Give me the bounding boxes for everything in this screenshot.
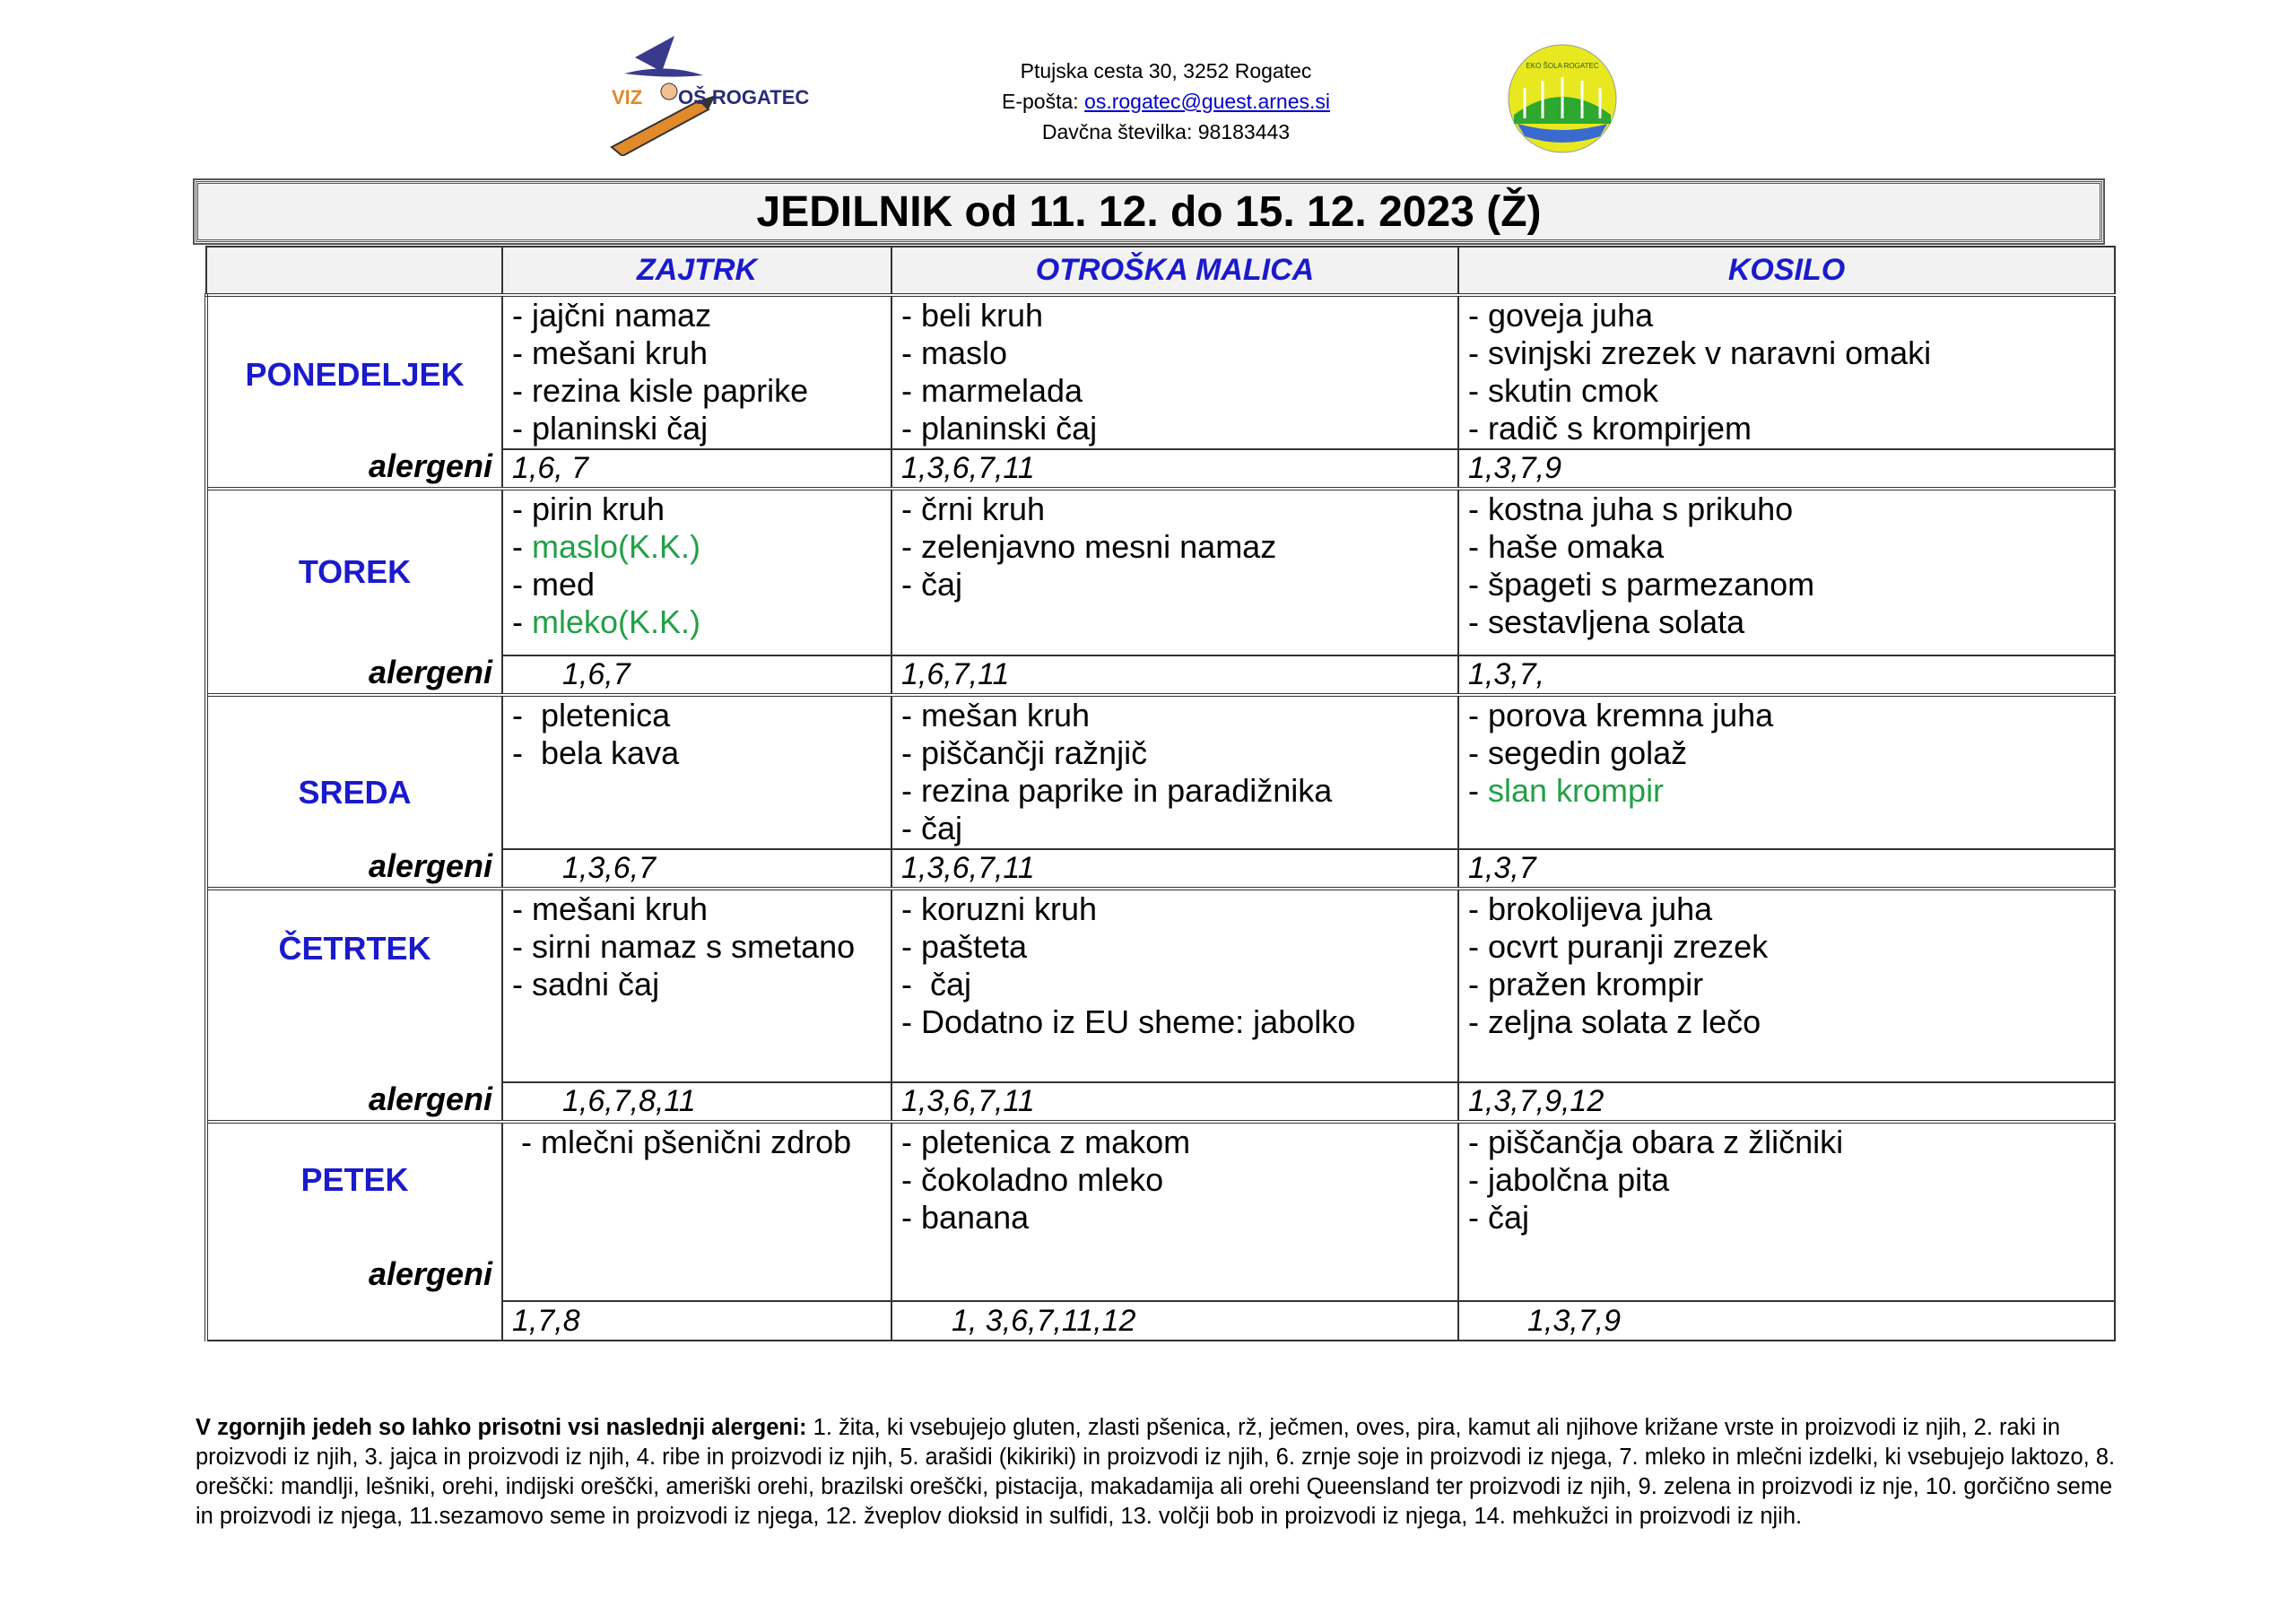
allergen-kosilo: 1,3,7,9: [1458, 1301, 2115, 1341]
allergen-malica: 1,3,6,7,11: [891, 849, 1458, 889]
kosilo-cell: [1458, 695, 2115, 849]
allergen-malica: 1,3,6,7,11: [891, 1082, 1458, 1122]
day-name: PONEDELJEK: [245, 356, 465, 393]
kk-item-text: maslo(K.K.): [532, 528, 701, 565]
zajtrk-cell: [502, 1122, 891, 1301]
menu-item: - špageti s parmezanom: [1468, 566, 1815, 603]
allergen-zajtrk: 1,6, 7: [502, 449, 891, 489]
malica-cell: [891, 889, 1458, 1082]
footnote-lead: V zgornjih jedeh so lahko prisotni vsi naslednji alergeni:: [196, 1415, 807, 1440]
email-line: [897, 86, 1435, 117]
logo-viz-text: VIZ: [612, 86, 643, 108]
menu-item: - brokolijeva juha: [1468, 890, 1713, 927]
menu-item: - marmelada: [901, 372, 1083, 409]
kosilo-cell: [1458, 889, 2115, 1082]
menu-item: - radič s krompirjem: [1468, 410, 1752, 447]
menu-item: - beli kruh: [901, 297, 1044, 334]
school-logo: [603, 32, 820, 156]
allergen-kosilo: 1,3,7,9,12: [1458, 1082, 2115, 1122]
menu-item: - segedin golaž: [1468, 734, 1688, 771]
menu-item: - čaj: [901, 966, 972, 1002]
malica-cell: [891, 295, 1458, 449]
menu-item: - planinski čaj: [512, 410, 709, 447]
menu-item: - ocvrt puranji zrezek: [1468, 928, 1769, 965]
contact-block: [897, 56, 1435, 147]
menu-item: - mešani kruh: [512, 890, 709, 927]
menu-item: - planinski čaj: [901, 410, 1098, 447]
allergen-kosilo: 1,3,7: [1458, 849, 2115, 889]
allergen-label: alergeni: [368, 654, 492, 690]
day-cell: [206, 695, 502, 889]
menu-item: - med: [512, 566, 596, 603]
day-row-ponedeljek: [206, 295, 2115, 449]
allergen-zajtrk: 1,6,7,8,11: [502, 1082, 891, 1122]
day-row-petek: [206, 1122, 2115, 1301]
menu-item: - črni kruh: [901, 490, 1046, 527]
header-blank-cell: [206, 247, 502, 295]
allergen-zajtrk: 1,3,6,7: [502, 849, 891, 889]
eco-logo-text: EKO ŠOLA ROGATEC: [1526, 62, 1599, 70]
kosilo-cell: [1458, 1122, 2115, 1301]
day-name: TOREK: [298, 553, 412, 590]
menu-title: JEDILNIK od 11. 12. do 15. 12. 2023 (Ž): [196, 181, 2102, 242]
day-cell: [206, 889, 502, 1122]
allergen-label: alergeni: [368, 847, 492, 884]
address: Ptujska cesta 30, 3252 Rogatec: [1020, 59, 1312, 82]
malica-cell: [891, 489, 1458, 655]
allergen-kosilo: 1,3,7,9: [1458, 449, 2115, 489]
menu-item: - pirin kruh: [512, 490, 665, 527]
allergen-label: alergeni: [368, 1255, 492, 1292]
zajtrk-cell: [502, 889, 891, 1082]
eco-school-logo: [1507, 43, 1618, 154]
menu-item: - sadni čaj: [512, 966, 660, 1002]
menu-item: - bela kava: [512, 734, 680, 771]
menu-item: - piščančja obara z žličniki: [1468, 1124, 1844, 1160]
kk-item-text: slan krompir: [1488, 772, 1665, 809]
menu-item: - rezina paprike in paradižnika: [901, 772, 1333, 809]
day-row-sreda: [206, 695, 2115, 849]
malica-cell: [891, 1122, 1458, 1301]
day-row-torek: [206, 489, 2115, 655]
menu-item: - skutin cmok: [1468, 372, 1659, 409]
menu-item: - mlečni pšenični zdrob: [512, 1124, 852, 1160]
column-header-zajtrk: ZAJTRK: [502, 247, 891, 295]
logo-school-text: OŠ ROGATEC: [678, 86, 810, 108]
email-link[interactable]: os.rogatec@guest.arnes.si: [1084, 90, 1330, 113]
menu-item: - zelenjavno mesni namaz: [901, 528, 1277, 565]
tax-number: Davčna številka: 98183443: [1041, 120, 1291, 143]
menu-item: - rezina kisle paprike: [512, 372, 809, 409]
allergen-malica: 1,3,6,7,11: [891, 449, 1458, 489]
menu-item: - zeljna solata z lečo: [1468, 1003, 1761, 1040]
day-cell: [206, 295, 502, 489]
table-header-row: [206, 247, 2115, 295]
kosilo-cell: [1458, 295, 2115, 449]
menu-item: - banana: [901, 1199, 1030, 1236]
allergen-zajtrk: 1,7,8: [502, 1301, 891, 1341]
menu-item-kk: - maslo(K.K.): [512, 528, 701, 565]
menu-item: - pašteta: [901, 928, 1028, 965]
email-label: E-pošta:: [1002, 90, 1085, 113]
menu-item: - porova kremna juha: [1468, 697, 1774, 733]
zajtrk-cell: [502, 489, 891, 655]
menu-item: - kostna juha s prikuho: [1468, 490, 1794, 527]
allergen-malica: 1,6,7,11: [891, 655, 1458, 695]
menu-item: - pletenica: [512, 697, 671, 733]
menu-item: - goveja juha: [1468, 297, 1654, 334]
menu-item: - sestavljena solata: [1468, 603, 1745, 640]
menu-item: - Dodatno iz EU sheme: jabolko: [901, 1003, 1356, 1040]
malica-cell: [891, 695, 1458, 849]
menu-item: - haše omaka: [1468, 528, 1665, 565]
allergen-label: alergeni: [368, 1081, 492, 1117]
menu-item: - jabolčna pita: [1468, 1161, 1670, 1198]
allergen-malica: 1, 3,6,7,11,12: [891, 1301, 1458, 1341]
zajtrk-cell: [502, 295, 891, 449]
day-name: PETEK: [300, 1161, 409, 1198]
allergen-footnote: [196, 1413, 2122, 1532]
menu-item: - čaj: [1468, 1199, 1530, 1236]
menu-item: - pletenica z makom: [901, 1124, 1191, 1160]
day-name: ČETRTEK: [278, 930, 431, 967]
day-name: SREDA: [298, 774, 412, 811]
footnote-text: 1. žita, ki vsebujejo gluten, zlasti pšenica, rž, ječmen, oves, pira, kamut ali njihove križane vrste in proizvodi iz njih, 2. raki in proizvodi iz njih, 3. jajca in proizvodi iz njih, 4. ribe in proizvodi iz njih, 5. arašidi (kikiriki) in proizvodi iz njih, 6. zrnje soje in proizvodi iz njega, 7. mleko in mlečni izdelki, ki vsebujejo laktozo, 8. oreščki: mandlji, lešniki, orehi, indijski oreščki, ameriški orehi, brazilski oreščki, pistacija, makadamija ali orehi Queensland ter proizvodi iz njih, 9. zelena in proizvodi iz nje, 10. gorčično seme in proizvodi iz njega, 11.sezamovo seme in proizvodi iz njega, 12. žveplov dioksid in sulfidi, 13. volčji bob in proizvodi iz njega, 14. mehkužci in proizvodi iz njih.: [196, 1415, 2116, 1529]
menu-item: - maslo: [901, 334, 1008, 371]
day-row-cetrtek: [206, 889, 2115, 1082]
kk-item-text: mleko(K.K.): [532, 603, 701, 640]
menu-item: - čaj: [901, 810, 963, 846]
kosilo-cell: [1458, 489, 2115, 655]
menu-item-kk: - slan krompir: [1468, 772, 1665, 809]
menu-table: [204, 246, 2116, 1341]
allergen-zajtrk: 1,6,7: [502, 655, 891, 695]
allergen-kosilo: 1,3,7,: [1458, 655, 2115, 695]
menu-item: - čaj: [901, 566, 963, 603]
menu-item-kk: - mleko(K.K.): [512, 603, 701, 640]
column-header-malica: OTROŠKA MALICA: [891, 247, 1458, 295]
menu-item: - mešan kruh: [901, 697, 1091, 733]
menu-item: - pražen krompir: [1468, 966, 1704, 1002]
menu-item: - jajčni namaz: [512, 297, 712, 334]
day-cell: [206, 1122, 502, 1341]
allergen-label: alergeni: [368, 447, 492, 484]
menu-item: - čokoladno mleko: [901, 1161, 1164, 1198]
menu-item: - sirni namaz s smetano: [512, 928, 856, 965]
day-cell: [206, 489, 502, 695]
column-header-kosilo: KOSILO: [1458, 247, 2115, 295]
menu-item: - koruzni kruh: [901, 890, 1098, 927]
menu-item: - svinjski zrezek v naravni omaki: [1468, 334, 1932, 371]
menu-item: - mešani kruh: [512, 334, 709, 371]
zajtrk-cell: [502, 695, 891, 849]
menu-item: - piščančji ražnjič: [901, 734, 1148, 771]
